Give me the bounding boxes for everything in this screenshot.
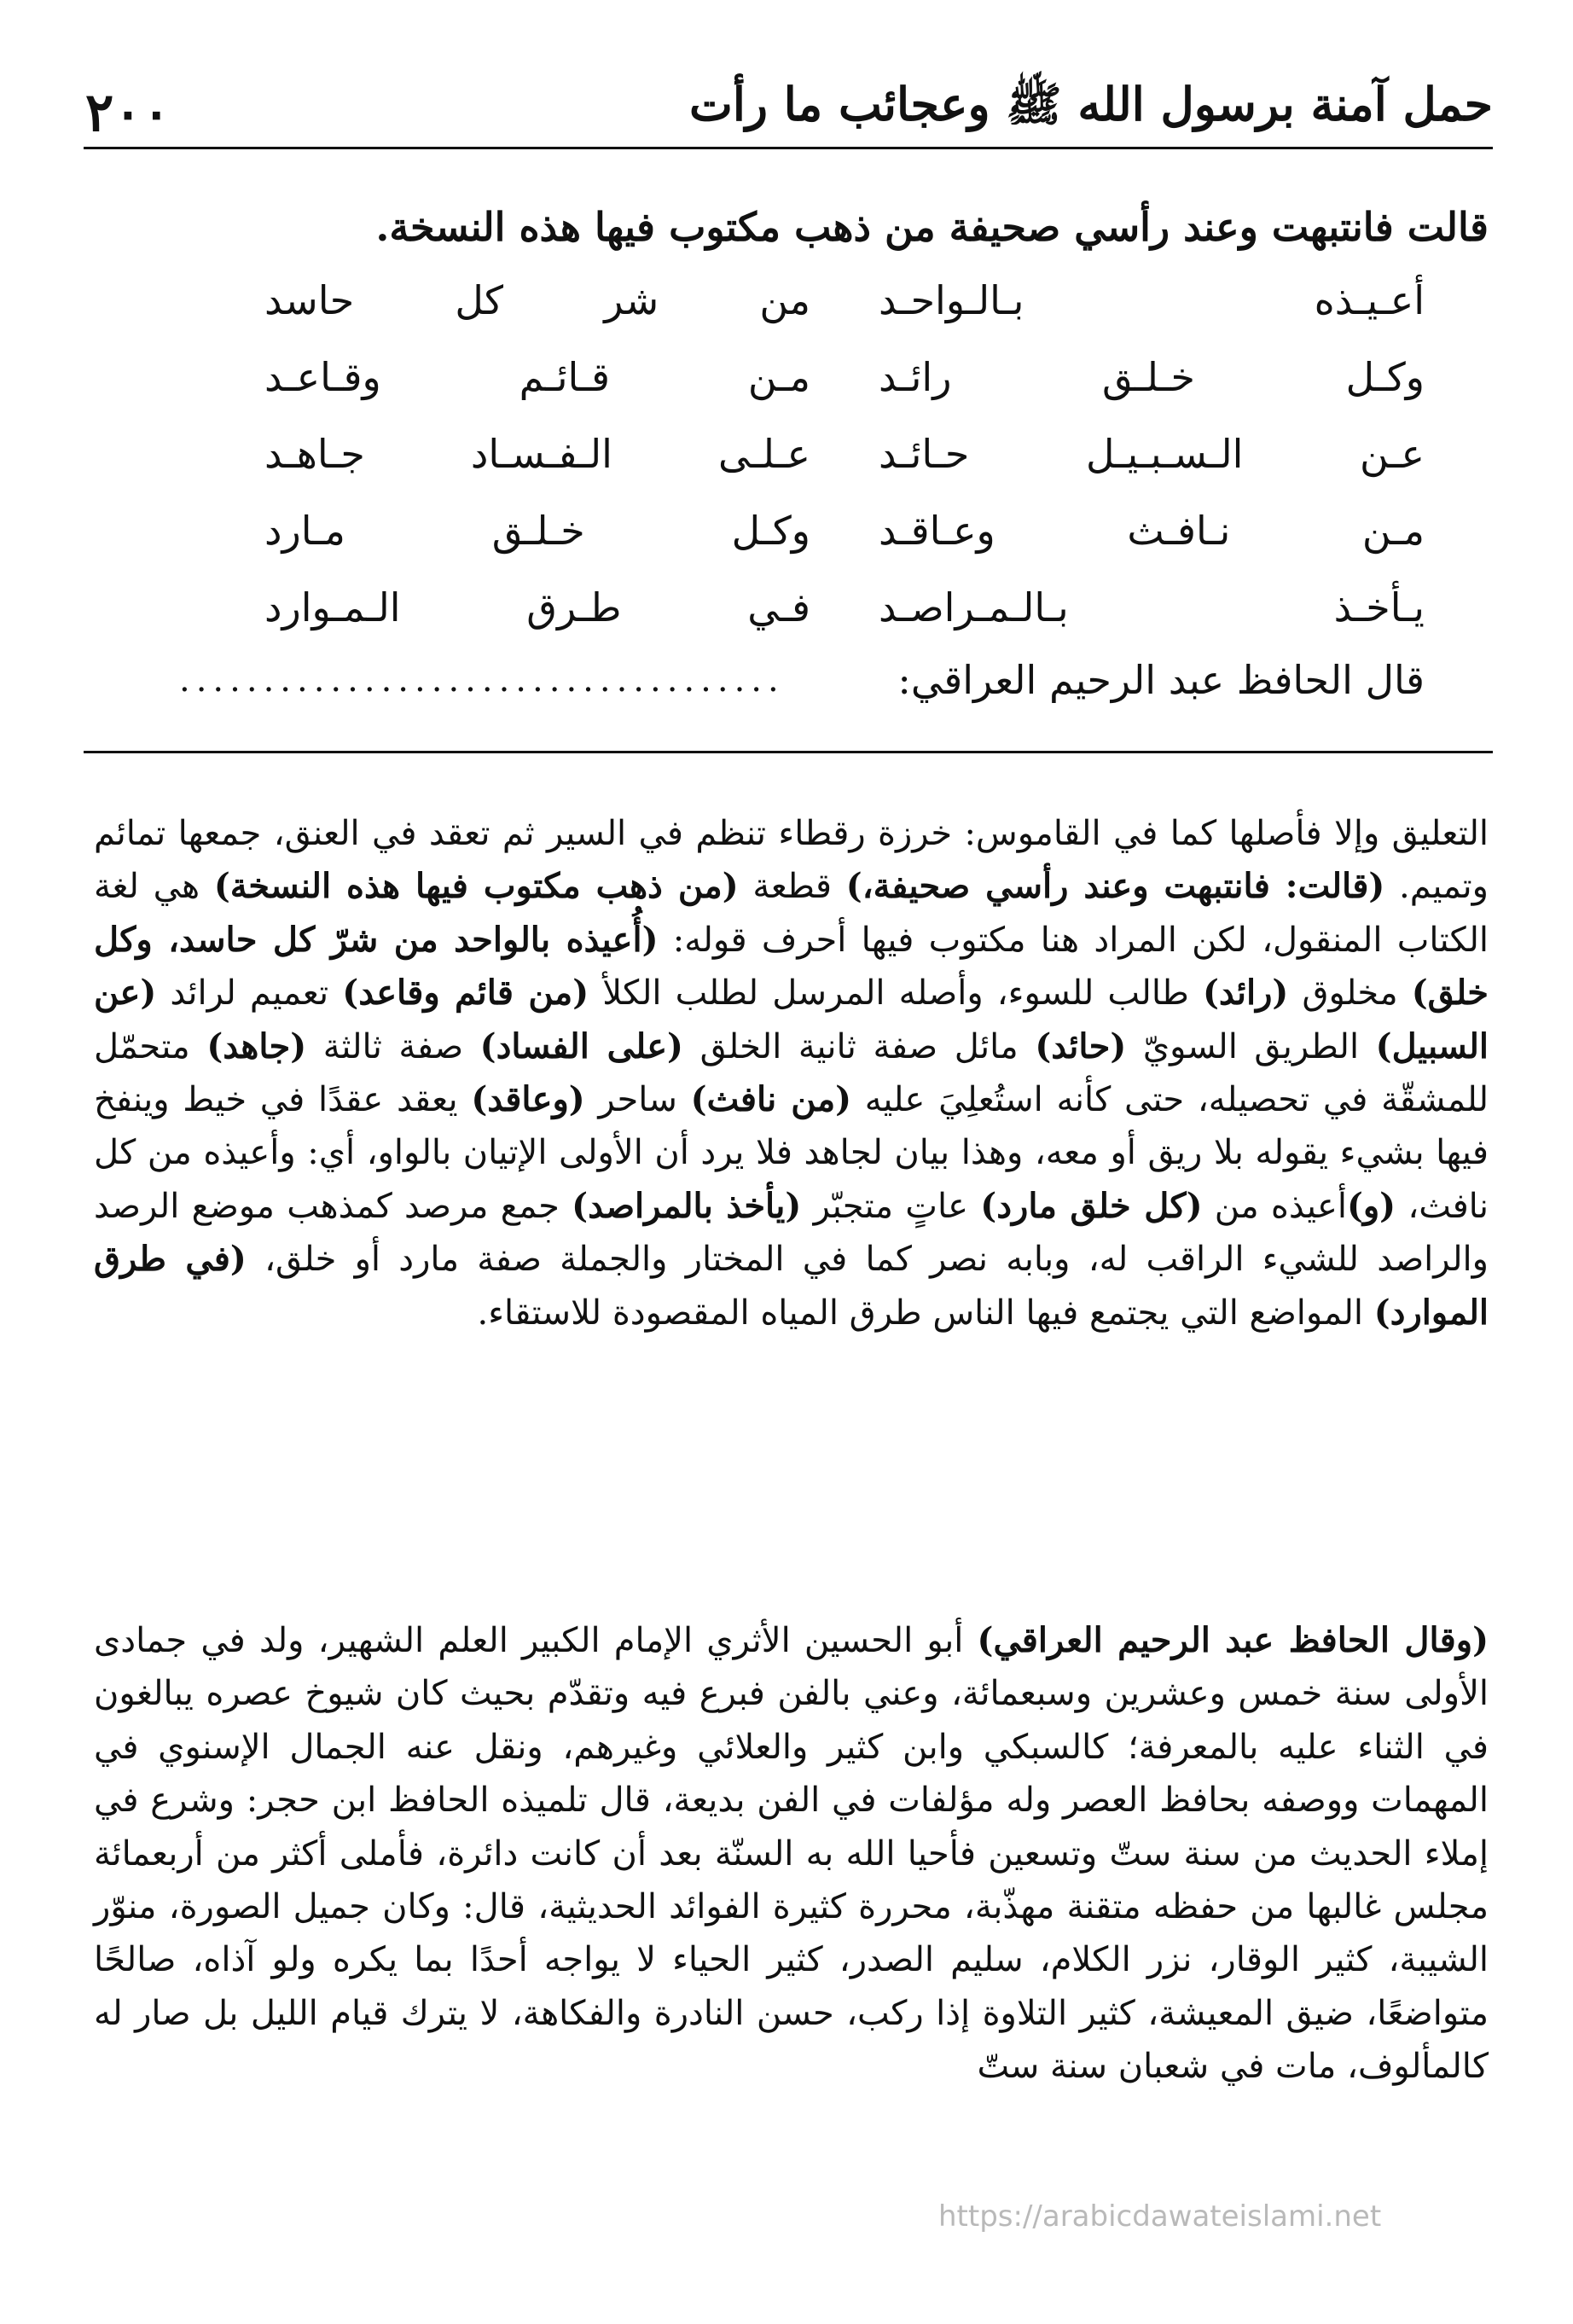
verse-first-hemistich: وكـل خـلـق رائـد (879, 354, 1425, 400)
commentary-text: التعليق وإلا فأصلها كما في القاموس: خرزة رقطاء تنظم في السير ثم تعقد في العنق، جمعها تمائم وتميم. (94, 814, 1489, 907)
quoted-phrase: (من نافث) (690, 1079, 852, 1120)
watermark-url: https://arabicdawateislami.net (938, 2199, 1382, 2234)
commentary-text: طالب للسوء، وأصله المرسل لطلب الكلأ (589, 973, 1203, 1014)
quoted-phrase: (في طرق الموارد) (94, 1239, 1489, 1333)
footnote-separator (84, 751, 1493, 753)
quoted-phrase: (قالت: فانتبهت وعند رأسي صحيفة،) (845, 866, 1385, 907)
commentary-text: أعيذه من (1202, 1186, 1347, 1226)
commentary-text: مخلوق (1288, 973, 1412, 1014)
verse-second-hemistich: مـن قـائـم وقـاعـد (264, 354, 810, 400)
commentary-text: الطريق السويّ (1126, 1026, 1376, 1066)
verse-second-hemistich: من شر كل حاسد (264, 277, 810, 323)
commentary-text: مائل صفة ثانية الخلق (682, 1026, 1036, 1066)
commentary-text: أبو الحسين الأثري الإمام الكبير العلم الشهير، ولد في جمادى الأولى سنة خمس وعشرين وسبعمائة، وعني بالفن فبرع فيه وتقدّم بحيث كان شيوخ عصره يبالغون في الثناء عليه بالمعرفة؛ كالسبكي وابن كثير والعلائي وغيرهم، ونقل عنه الجمال الإسنوي في المهمات ووصفه بحافظ العصر وله مؤلفات في الفن بديعة، قال تلميذه الحافظ ابن حجر: وشرع في إملاء الحديث من سنة ستّ وتسعين فأحيا الله به السنّة بعد أن كانت دائرة، فأملى أكثر من أربعمائة مجلس غالبها من حفظه متقنة مهذّبة، محررة كثيرة الفوائد الحديثية، قال: وكان جميل الصورة، منوّر الشيبة، كثير الوقار، نزر الكلام، سليم الصدر، كثير الحياء لا يواجه أحدًا بما يكره ولو آذاه، صالحًا متواضعًا، ضيق المعيشة، كثير التلاوة إذا ركب، حسن النادرة والفكاهة، لا يترك قيام الليل بل صار له كالمألوف، مات في شعبان سنة ستّ (94, 1621, 1489, 2087)
verse-second-hemistich: وكـل خـلـق مـارد (264, 508, 810, 554)
commentary-text: جمع مرصد كمذهب موضع الرصد والراصد للشيء الراقب له، وبابه نصر كما في المختار والجملة صفة مارد أو خلق، (94, 1186, 1489, 1280)
commentary-text: هي لغة الكتاب المنقول، لكن المراد هنا مكتوب فيها أحرف قوله: (94, 867, 1489, 960)
attribution-text: قال الحافظ عبد الرحيم العراقي: (897, 657, 1425, 703)
commentary-text: عاتٍ متجبّر (801, 1186, 981, 1226)
header-rule (84, 147, 1493, 149)
running-title: حمل آمنة برسول الله ﷺ وعجائب ما رأت (689, 77, 1493, 131)
intro-line: قالت فانتبهت وعند رأسي صحيفة من ذهب مكتوب فيها هذه النسخة. (375, 204, 1489, 250)
quoted-phrase: (كل خلق مارد) (980, 1185, 1203, 1226)
verse-line (264, 492, 1425, 569)
quoted-phrase: (حائد) (1035, 1025, 1127, 1066)
verse-line (264, 415, 1425, 492)
commentary-paragraph-1 (94, 807, 1489, 1339)
attribution-line (179, 657, 1425, 703)
verse-line (264, 339, 1425, 415)
verse-first-hemistich: يـأخـذ بـالـمـراصـد (879, 584, 1425, 630)
quoted-phrase: (من قائم وقاعد) (342, 973, 589, 1014)
commentary-text: تعميم لرائد (156, 973, 343, 1014)
verse-first-hemistich: أعـيـذه بـالـواحـد (879, 277, 1425, 323)
page-header (85, 77, 1493, 143)
commentary-text: ساحر (584, 1080, 691, 1120)
quoted-phrase: (على الفساد) (479, 1025, 683, 1066)
verse-first-hemistich: مـن نـافـث وعـاقـد (879, 508, 1425, 554)
quoted-phrase: (وعاقد) (471, 1079, 585, 1120)
main-text (102, 192, 1489, 703)
verse-line (264, 262, 1425, 339)
commentary-text: المواضع التي يجتمع فيها الناس طرق المياه المقصودة للاستقاء. (477, 1293, 1374, 1333)
quoted-phrase: (رائد) (1202, 973, 1289, 1014)
quoted-phrase: (وقال الحافظ عبد الرحيم العراقي) (977, 1620, 1489, 1660)
commentary-text: قطعة (738, 867, 846, 907)
quoted-phrase: (أُعيذه بالواحد من شرّ كل حاسد، وكل خلق) (94, 919, 1489, 1014)
verse-second-hemistich: فـي طـرق الـمـوارد (264, 584, 810, 630)
quoted-phrase: (و) (1346, 1185, 1396, 1226)
verse-line (264, 569, 1425, 646)
verse-first-hemistich: عـن الـسـبـيـل حـائـد (879, 431, 1425, 477)
quoted-phrase: (من ذهب مكتوب فيها هذه النسخة) (213, 866, 739, 907)
quoted-phrase: (عن السبيل) (94, 973, 1489, 1066)
quoted-phrase: (جاهد) (206, 1025, 307, 1066)
attribution-dots: .................................... (179, 660, 785, 700)
verse-second-hemistich: عـلـى الـفـسـاد جـاهـد (264, 431, 810, 477)
commentary-paragraph-2 (94, 1614, 1489, 2094)
commentary-text: متحمّل للمشقّة في تحصيله، حتى كأنه استُعلِيَ عليه (94, 1026, 1489, 1120)
page-number: ٢٠٠ (85, 81, 171, 143)
commentary-text: صفة ثالثة (306, 1026, 480, 1066)
quoted-phrase: (يأخذ بالمراصد) (572, 1185, 802, 1226)
commentary-text: يعقد عقدًا في خيط وينفخ فيها بشيء يقوله بلا ريق أو معه، وهذا بيان لجاهد فلا يرد أن الأولى الإتيان بالواو، أي: وأعيذه من كل نافث، (94, 1080, 1489, 1226)
